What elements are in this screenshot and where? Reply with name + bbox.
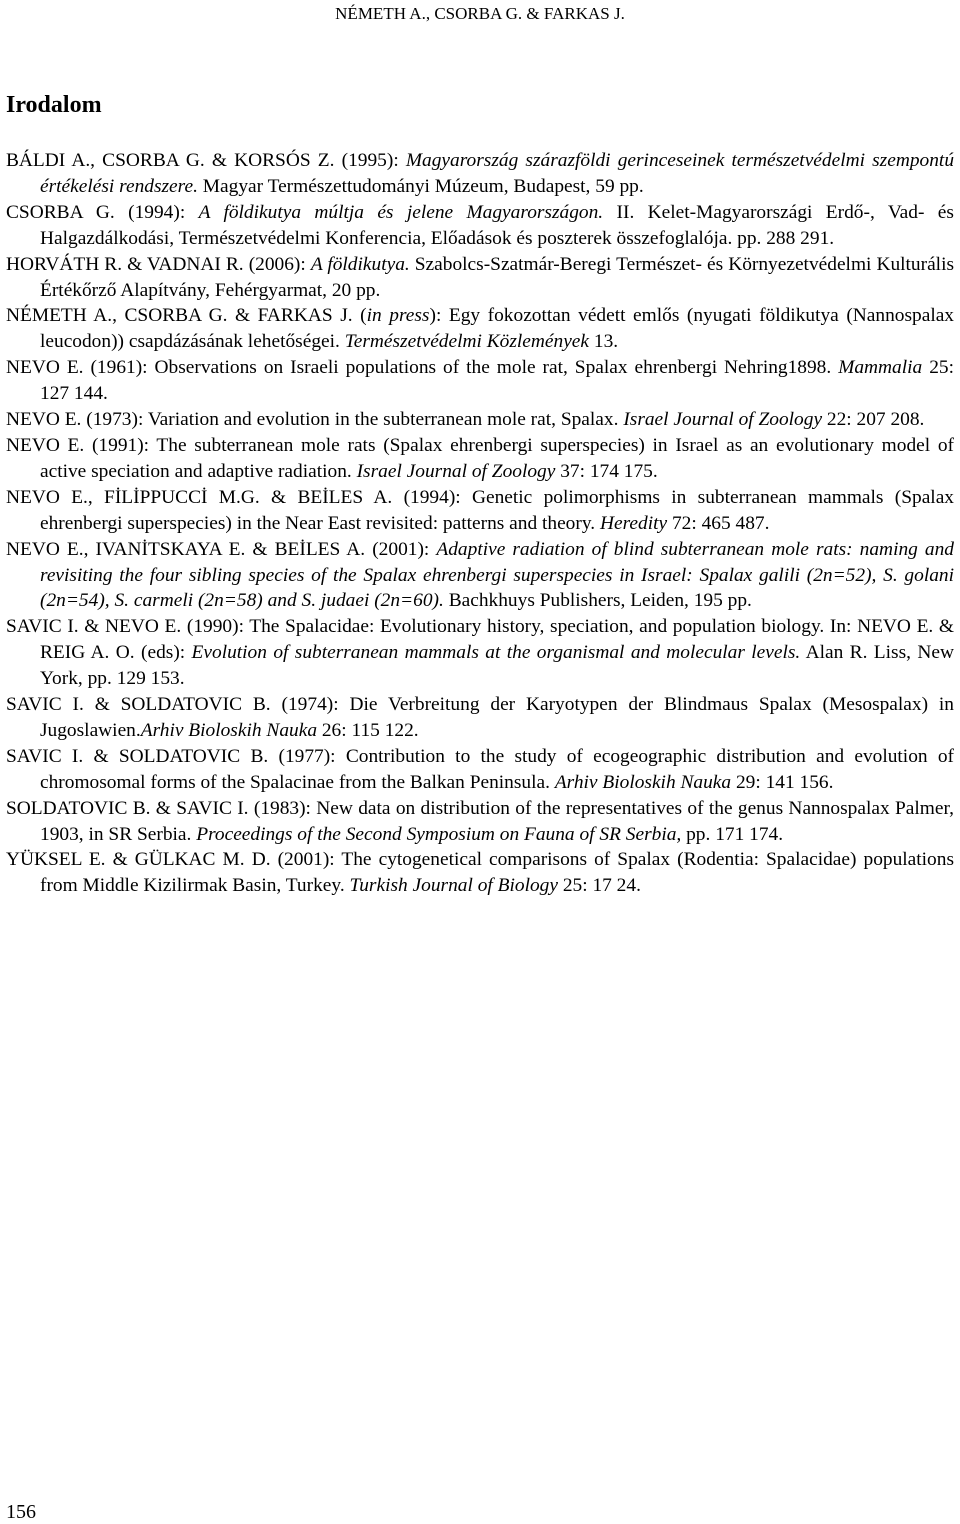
reference-entry	[6, 252, 954, 304]
reference-italic-text: Magyarország szárazföldi gerinceseinek természetvédelmi szempontú értékelési rendszere.	[40, 150, 955, 197]
reference-entry	[6, 485, 954, 537]
reference-authors: SAVIC I. & SOLDATOVIC B.	[6, 694, 271, 716]
reference-italic-text: Természetvédelmi Közlemények	[344, 331, 590, 353]
reference-authors: NEVO E.	[6, 357, 84, 379]
reference-authors: HORVÁTH R. & VADNAI R.	[6, 253, 244, 275]
reference-text: (2001):	[365, 538, 437, 560]
reference-italic-text: A földikutya.	[310, 253, 410, 275]
reference-authors: SAVIC I. & SOLDATOVIC B.	[6, 745, 269, 767]
reference-text: (1995):	[334, 150, 406, 171]
reference-entry	[6, 200, 954, 252]
reference-text: Alan R. Liss, New York, pp. 129 153.	[40, 642, 954, 690]
reference-authors: NEVO E.	[6, 434, 85, 456]
reference-authors: SAVIC I. & NEVO E.	[6, 616, 182, 638]
reference-text: (1991): The subterranean mole rats (Spalax ehrenbergi superspecies) in Israel as an evolutionary model of active speciation and adaptive radiation.	[40, 434, 954, 482]
reference-authors: NEVO E., FİLİPPUCCİ M.G. & BEİLES A.	[6, 486, 393, 508]
reference-entry	[6, 433, 954, 485]
reference-text: (eds):	[134, 642, 192, 664]
reference-text: (2001): The cytogenetical comparisons of Spalax (Rodentia: Spalacidae) populations from Middle Kizilirmak Basin, Turkey.	[40, 849, 954, 897]
section-title: Irodalom	[6, 92, 102, 118]
reference-text: ): Egy fokozottan védett emlős (nyugati földikutya (Nannospalax leucodon)) csapdázásának lehetőségei.	[40, 305, 955, 353]
reference-authors: CSORBA G.	[6, 201, 115, 223]
reference-text: 22: 207 208.	[822, 409, 925, 431]
reference-text: (1977): Contribution to the study of ecogeographic distribution and evolution of chromosomal forms of the Spalacinae from the Balkan Peninsula.	[40, 745, 954, 793]
reference-italic-text: Mammalia	[838, 357, 923, 379]
reference-entry	[6, 303, 954, 355]
reference-authors: BÁLDI A., CSORBA G. & KORSÓS Z.	[6, 150, 335, 171]
reference-list	[6, 148, 954, 899]
reference-italic-text: Evolution of subterranean mammals at the organismal and molecular levels.	[191, 642, 801, 664]
reference-italic-text: in press	[366, 305, 430, 327]
reference-text: 72: 465 487.	[667, 512, 770, 534]
reference-italic-text: A földikutya múltja és jelene Magyarországon.	[198, 201, 604, 223]
reference-authors: YÜKSEL E. & GÜLKAC M. D.	[6, 849, 271, 871]
reference-italic-text: Turkish Journal of Biology	[349, 875, 558, 897]
reference-text: 13.	[589, 331, 619, 353]
reference-italic-text: Proceedings of the Second Symposium on Fauna of SR Serbia,	[196, 823, 682, 845]
reference-text: 25: 127 144.	[40, 357, 954, 405]
reference-text: (1990): The Spalacidae: Evolutionary history, speciation, and population biology. In:	[181, 616, 858, 638]
reference-text: 29: 141 156.	[731, 771, 834, 793]
reference-text: (2006):	[243, 253, 311, 275]
reference-entry	[6, 744, 954, 796]
reference-text: (1973): Variation and evolution in the subterranean mole rat, Spalax.	[81, 409, 624, 431]
page-number: 156	[6, 1501, 36, 1523]
reference-text: Szabolcs-Szatmár-Beregi Természet- és Környezetvédelmi Kulturális Értékőrző Alapítvány, Fehérgyarmat, 20 pp.	[40, 253, 954, 301]
reference-entry	[6, 407, 954, 433]
reference-text: (1961): Observations on Israeli populations of the mole rat, Spalax ehrenbergi Nehring1898.	[83, 357, 839, 379]
reference-text: 37: 174 175.	[555, 460, 658, 482]
reference-text: 26: 115 122.	[317, 719, 419, 741]
reference-entry	[6, 692, 954, 744]
reference-entry	[6, 537, 954, 615]
reference-authors: NÉMETH A., CSORBA G. & FARKAS J.	[6, 305, 353, 327]
reference-authors: NEVO E. & REIG A. O.	[40, 616, 955, 664]
reference-italic-text: Heredity	[599, 512, 668, 534]
reference-text: 25: 17 24.	[557, 875, 641, 897]
reference-text: (1994): Genetic polimorphisms in subterranean mammals (Spalax ehrenbergi superspecies) in the Near East revisited: patterns and theory.	[40, 486, 954, 534]
reference-entry	[6, 796, 954, 848]
reference-entry	[6, 148, 954, 200]
reference-text: (1983): New data on distribution of the representatives of the genus Nannospalax Palmer, 1903, in SR Serbia.	[40, 797, 954, 845]
reference-text: (	[352, 305, 367, 327]
reference-entry	[6, 847, 954, 899]
running-header: NÉMETH A., CSORBA G. & FARKAS J.	[335, 4, 625, 23]
reference-entry	[6, 355, 954, 407]
reference-italic-text: Adaptive radiation of blind subterranean mole rats: naming and revisiting the four sibling species of the Spalax ehrenbergi superspecies in Israel: Spalax galili (2n=52), S. golani (2n=54), S. carmeli (2n=58) and S. judaei (2n=60).	[40, 538, 954, 612]
reference-text: (1974): Die Verbreitung der Karyotypen der Blindmaus Spalax (Mesospalax) in Jugoslawien.	[40, 694, 954, 741]
reference-text: Bachkhuys Publishers, Leiden, 195 pp.	[443, 590, 752, 612]
reference-authors: SOLDATOVIC B. & SAVIC I.	[6, 797, 249, 819]
reference-text: pp. 171 174.	[681, 823, 784, 845]
reference-italic-text: Israel Journal of Zoology	[623, 409, 823, 431]
reference-text: II. Kelet-Magyarországi Erdő-, Vad- és Halgazdálkodási, Természetvédelmi Konferencia, Előadások és poszterek összefoglalója. pp. 288 291.	[40, 201, 954, 249]
reference-authors: NEVO E., IVANİTSKAYA E. & BEİLES A.	[6, 538, 366, 560]
reference-text: (1994):	[114, 201, 199, 223]
reference-italic-text: Israel Journal of Zoology	[356, 460, 556, 482]
reference-italic-text: Arhiv Bioloskih Nauka	[554, 771, 732, 793]
reference-entry	[6, 614, 954, 692]
reference-authors: NEVO E.	[6, 409, 82, 431]
reference-text: Magyar Természettudományi Múzeum, Budapest, 59 pp.	[197, 175, 644, 197]
reference-italic-text: Arhiv Bioloskih Nauka	[140, 719, 318, 741]
